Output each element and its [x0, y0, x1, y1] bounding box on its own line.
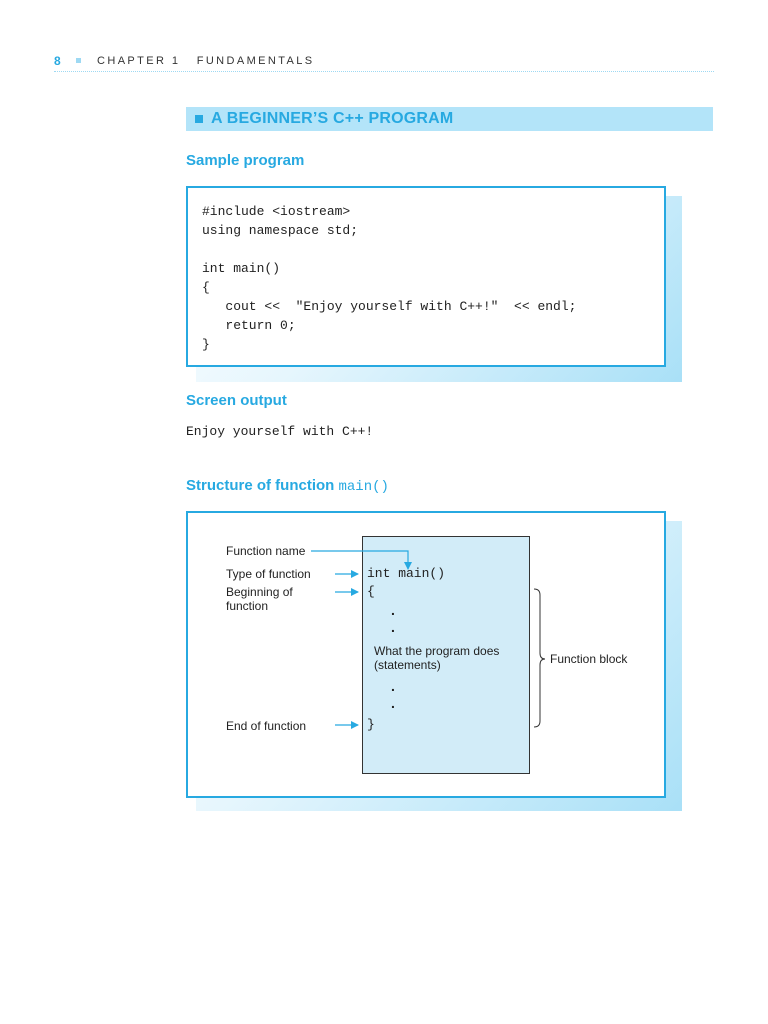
beginning-label-line1: Beginning of	[226, 585, 293, 599]
ellipsis-dot: .	[391, 602, 395, 618]
beginning-of-function-label	[226, 585, 293, 613]
running-head-text: CHAPTER 1 FUNDAMENTALS	[97, 55, 315, 67]
diagram-box	[186, 511, 666, 798]
code-line: using namespace std;	[202, 223, 359, 238]
running-head	[54, 54, 714, 70]
code-listing	[202, 202, 576, 354]
statements-line2: (statements)	[374, 658, 441, 672]
code-line: cout << "Enjoy yourself with C++!" << endl;	[202, 299, 577, 314]
function-block-brace	[534, 589, 545, 727]
code-line: #include <iostream>	[202, 204, 351, 219]
code-line: {	[202, 280, 210, 295]
section-title-bar	[186, 107, 713, 131]
code-box	[186, 186, 666, 367]
beginning-label-line2: function	[226, 599, 269, 613]
ellipsis-dot: .	[391, 619, 395, 635]
header-divider	[54, 71, 714, 72]
structure-heading	[186, 477, 389, 495]
function-signature: int main()	[367, 566, 446, 581]
open-brace: {	[367, 584, 375, 599]
square-bullet-icon	[76, 58, 81, 63]
section-title: A BEGINNER’S C++ PROGRAM	[211, 110, 454, 127]
statements-line1: What the program does	[374, 644, 500, 658]
sample-program-heading: Sample program	[186, 152, 305, 169]
code-line: return 0;	[202, 318, 296, 333]
function-name-label: Function name	[226, 544, 306, 558]
type-of-function-label: Type of function	[226, 567, 311, 581]
screen-output-heading: Screen output	[186, 392, 287, 409]
structure-heading-code: main()	[338, 479, 389, 495]
code-line: int main()	[202, 261, 281, 276]
square-bullet-icon	[195, 115, 203, 123]
close-brace: }	[367, 717, 375, 732]
statements-description	[374, 644, 499, 672]
code-line: }	[202, 337, 210, 352]
ellipsis-dot: .	[391, 678, 395, 694]
end-of-function-label: End of function	[226, 719, 307, 733]
structure-heading-text: Structure of function	[186, 477, 335, 494]
page-number: 8	[54, 54, 61, 68]
ellipsis-dot: .	[391, 695, 395, 711]
screen-output-text: Enjoy yourself with C++!	[186, 424, 374, 439]
function-block-label: Function block	[550, 652, 628, 666]
